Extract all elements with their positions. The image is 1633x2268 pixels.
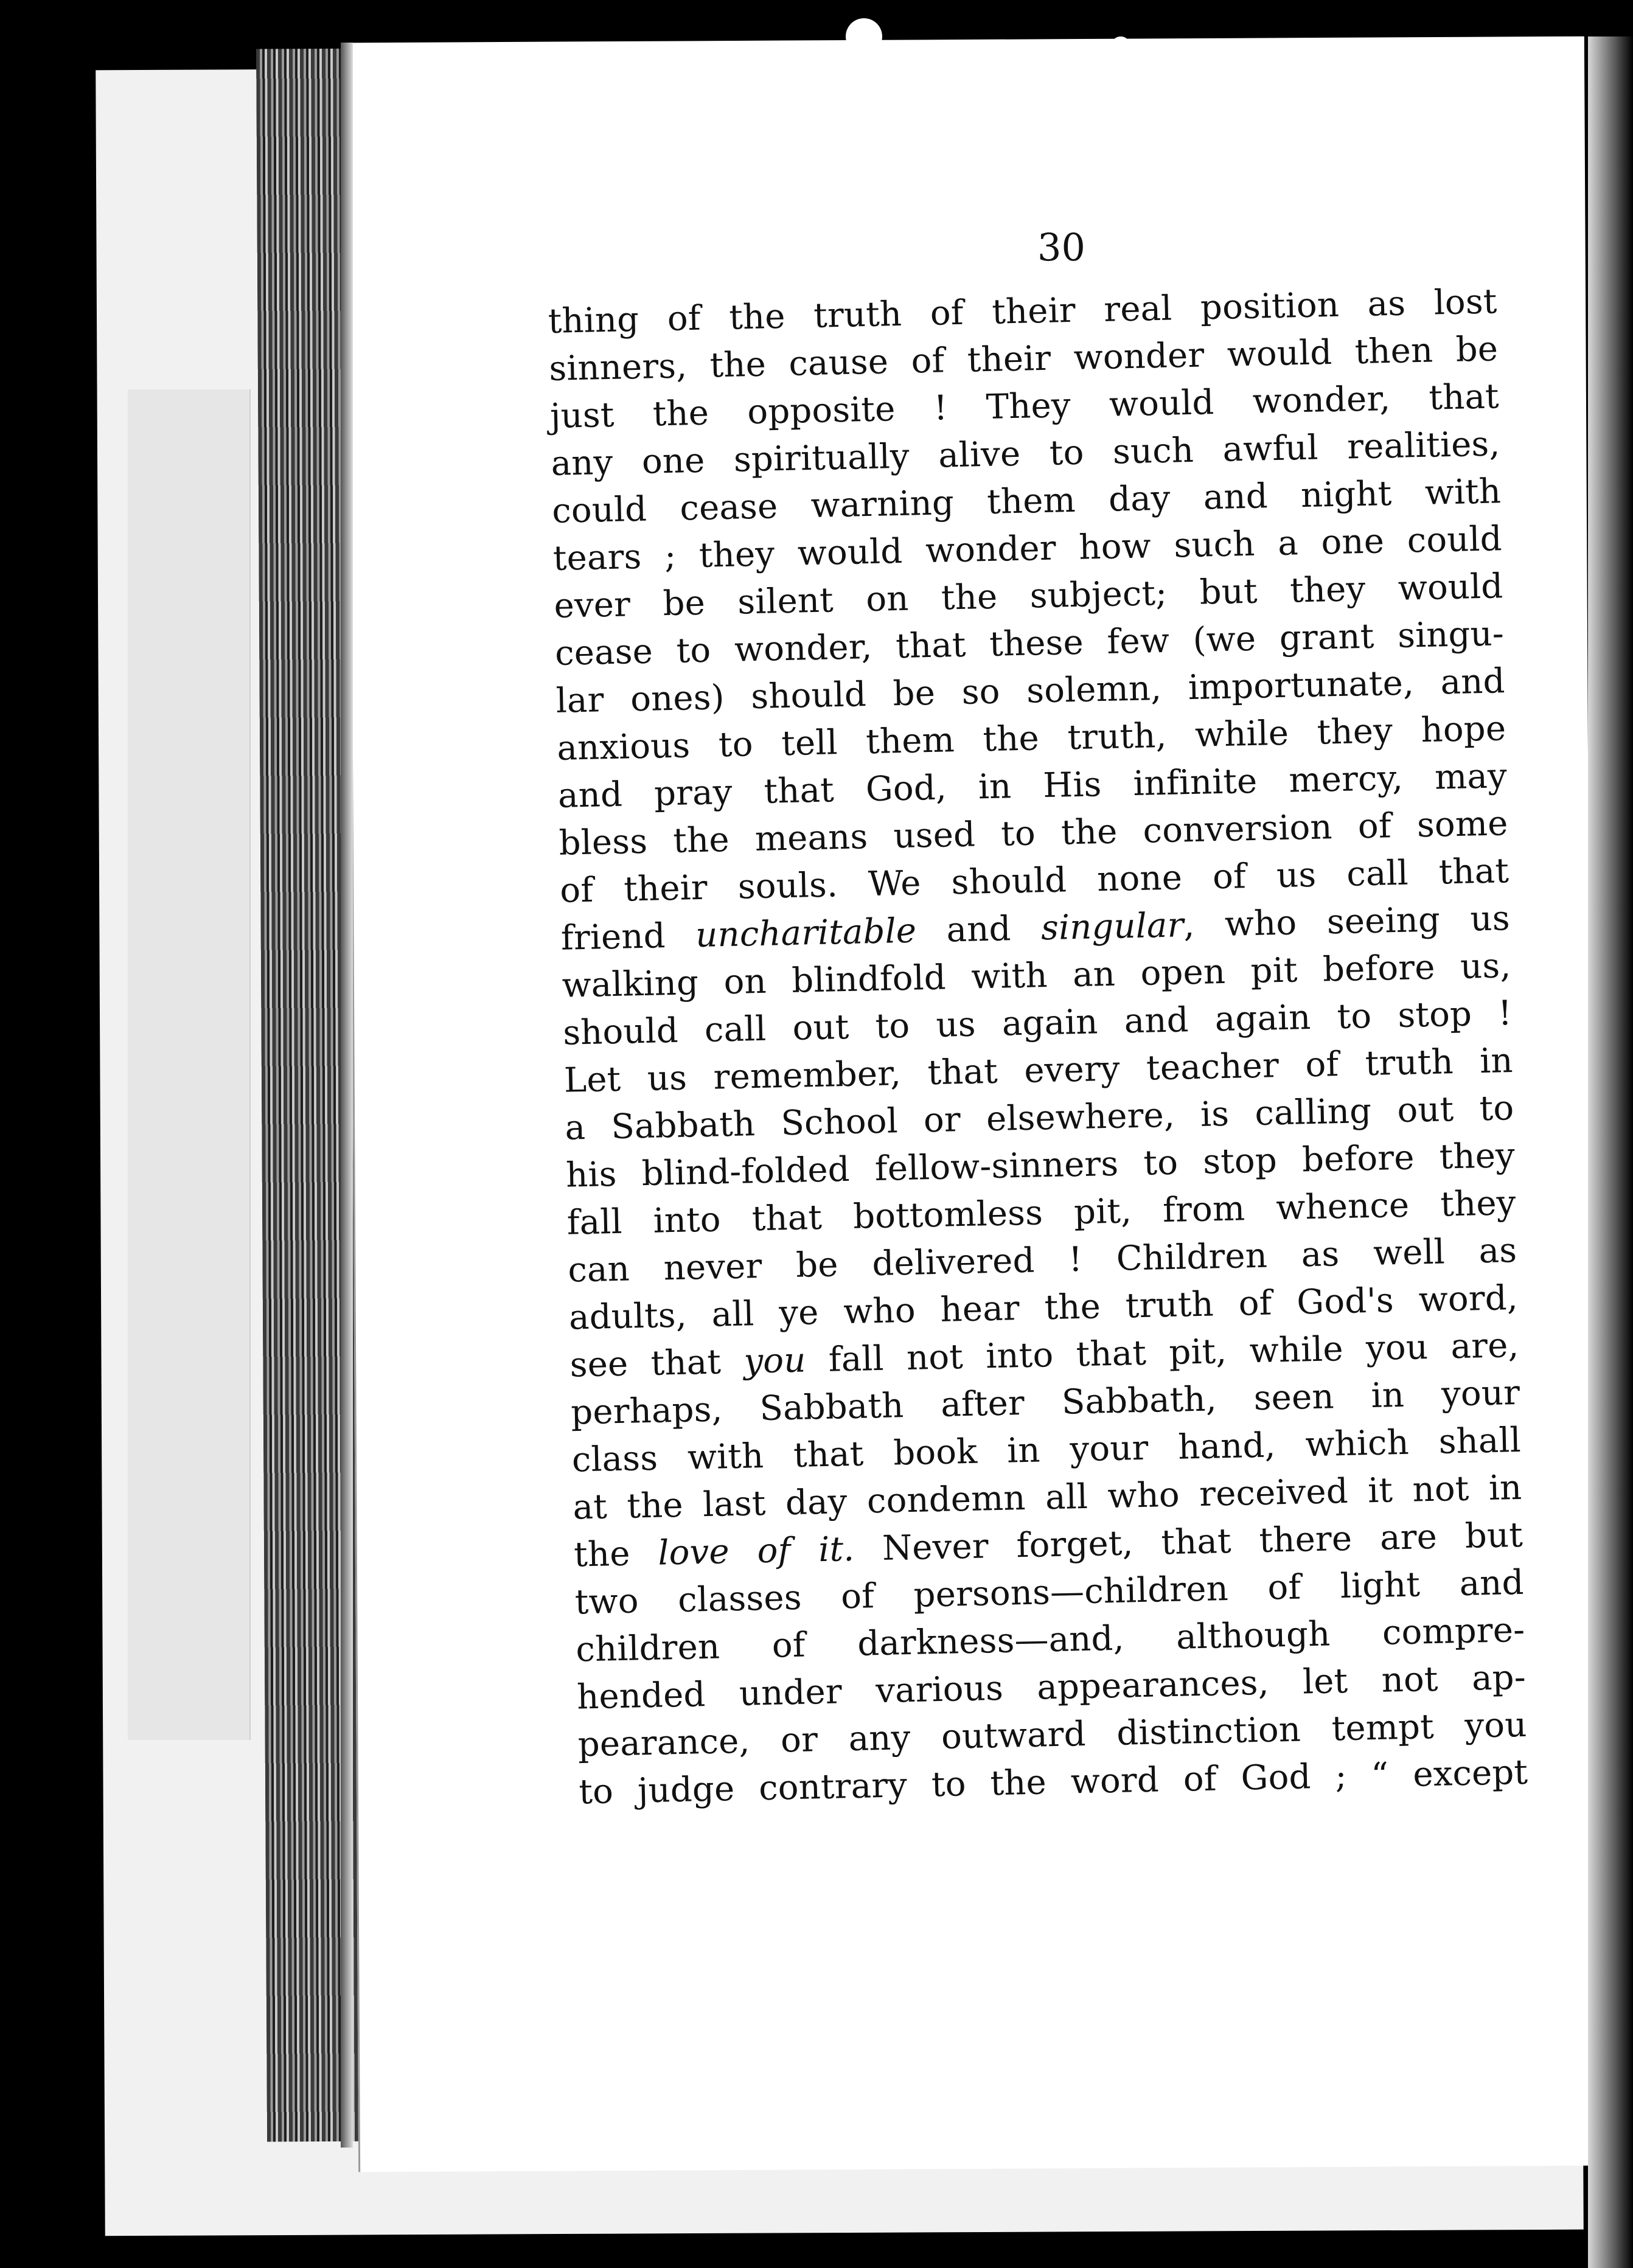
page-number: 30 xyxy=(1037,225,1085,270)
text-span: fall into that bottomless pit, from whence they xyxy=(566,1183,1517,1243)
text-span: to judge contrary to the word of God ; “ except xyxy=(578,1752,1528,1812)
text-span: ever be silent on the subject; but they would xyxy=(553,566,1503,626)
text-span: any one spiritually alive to such awful realities, xyxy=(551,424,1501,484)
text-span: pearance, or any outward distinction tempt you xyxy=(577,1705,1528,1765)
text-span: and pray that God, in His infinite mercy, may xyxy=(557,756,1508,816)
text-span: tears ; they would wonder how such a one could xyxy=(552,519,1503,579)
text-span: could cease warning them day and night with xyxy=(551,471,1502,531)
text-span: just the opposite ! They would wonder, that xyxy=(549,377,1500,436)
text-span: sinners, the cause of their wonder would then be xyxy=(548,329,1499,389)
text-span: can never be delivered ! Children as well as xyxy=(567,1230,1517,1290)
text-span: and xyxy=(916,908,1042,951)
text-span: walking on blindfold with an open pit before us, xyxy=(561,946,1512,1006)
facing-page-shadow xyxy=(128,389,251,1740)
text-span: Never forget, that there are but xyxy=(854,1515,1523,1569)
text-span: should call out to us again and again to stop ! xyxy=(562,993,1513,1053)
body-text xyxy=(548,278,1528,1816)
text-span: a Sabbath School or elsewhere, is calling out to xyxy=(564,1088,1514,1148)
text-span: anxious to tell them the truth, while they hope xyxy=(556,709,1506,768)
paper-speck xyxy=(846,18,882,55)
text-span: class with that book in your hand, which shall xyxy=(571,1420,1522,1480)
text-span: lar ones) should be so solemn, importunate, and xyxy=(555,661,1506,721)
italic-text: you xyxy=(743,1340,807,1382)
italic-text: love of it. xyxy=(657,1529,855,1573)
right-edge-shadow xyxy=(1588,37,1633,2268)
italic-text: uncharitable xyxy=(695,911,917,956)
text-span: adults, all ye who hear the truth of God's word, xyxy=(568,1278,1519,1338)
text-span: children of darkness—and, although compre- xyxy=(575,1610,1525,1670)
text-span: Let us remember, that every teacher of truth in xyxy=(563,1041,1514,1101)
text-span: hended under various appearances, let not ap- xyxy=(576,1657,1527,1717)
text-span: see that xyxy=(569,1341,745,1385)
text-span: bless the means used to the conversion of some xyxy=(559,804,1509,863)
text-span: perhaps, Sabbath after Sabbath, seen in your xyxy=(570,1372,1520,1433)
paper-speck xyxy=(1113,37,1128,46)
text-span: friend xyxy=(560,916,696,958)
text-span: , who seeing us xyxy=(1183,899,1511,945)
italic-text: singular xyxy=(1040,905,1185,948)
text-span: cease to wonder, that these few (we grant singu- xyxy=(554,614,1505,673)
text-span: his blind-folded fellow-sinners to stop before they xyxy=(565,1136,1516,1195)
text-span: at the last day condemn all who received it not in xyxy=(572,1467,1522,1528)
text-span: two classes of persons—children of light and xyxy=(574,1562,1525,1623)
spine-shadow xyxy=(341,43,353,2148)
text-span: thing of the truth of their real position as lost xyxy=(548,282,1498,341)
text-span: fall not into that pit, while you are, xyxy=(805,1325,1520,1380)
text-span: of their souls. We should none of us call that xyxy=(559,851,1509,911)
text-span: the xyxy=(573,1533,659,1575)
